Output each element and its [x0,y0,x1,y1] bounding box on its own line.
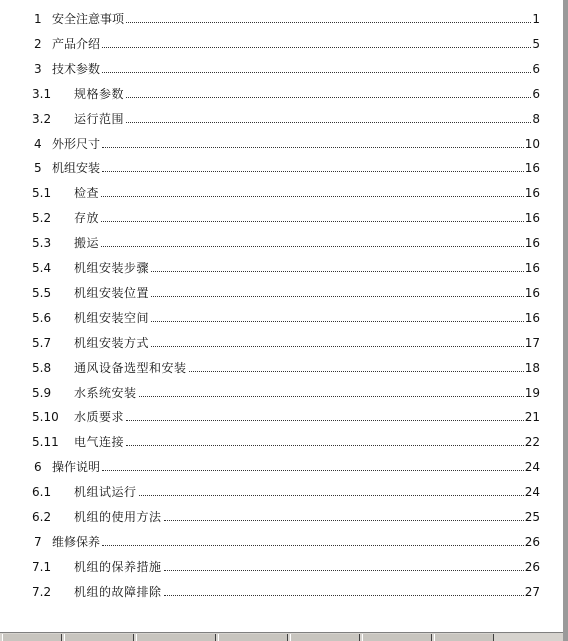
toc-dot-leader [126,22,531,23]
toc-entry-page: 6 [532,86,540,101]
toc-entry-title: 机组的保养措施 [74,559,162,574]
toc-entry-number: 3 [34,61,42,76]
toc-dot-leader [164,595,524,596]
taskbar [0,632,563,641]
taskbar-button[interactable] [218,634,288,641]
toc-entry-page: 19 [524,385,540,400]
toc-entry[interactable] [0,157,540,175]
toc-entry-title: 外形尺寸 [52,136,101,151]
toc-dot-leader [101,221,524,222]
toc-entry-number: 5.4 [32,261,52,275]
toc-entry-page: 22 [524,435,540,450]
window-frame-edge [563,0,568,641]
toc-entry-number: 5.7 [32,335,52,350]
toc-dot-leader [102,47,531,48]
toc-dot-leader [101,196,524,197]
toc-entry-title: 水系统安装 [74,385,137,400]
toc-entry-number: 5.9 [32,385,52,400]
toc-dot-leader [164,520,524,521]
toc-dot-leader [102,470,524,471]
toc-entry-page: 16 [524,310,540,325]
toc-entry-number: 4 [34,136,42,151]
toc-entry[interactable] [0,33,540,51]
toc-entry[interactable] [0,506,540,524]
toc-entry[interactable] [0,307,540,325]
toc-entry-title: 运行范围 [74,111,125,126]
toc-entry[interactable] [0,382,540,400]
toc-dot-leader [102,72,531,73]
toc-entry-number: 5.3 [32,236,52,251]
toc-entry[interactable] [0,406,540,424]
toc-entry-number: 6.1 [32,485,52,500]
toc-entry-page: 17 [524,335,540,350]
toc-entry-title: 规格参数 [74,86,125,101]
toc-entry[interactable] [0,456,540,474]
toc-dot-leader [101,246,524,247]
toc-entry-page: 25 [524,510,540,524]
toc-entry-page: 10 [524,136,540,151]
toc-entry[interactable] [0,357,540,375]
toc-entry-number: 7.1 [32,559,52,574]
toc-entry-title: 操作说明 [52,460,101,475]
toc-entry-page: 16 [524,186,540,201]
toc-entry-title: 检查 [74,186,100,201]
toc-entry-page: 16 [524,285,540,300]
taskbar-button[interactable] [2,634,62,641]
toc-entry-title: 通风设备选型和安装 [74,360,187,375]
toc-entry-title: 机组安装位置 [74,285,150,300]
toc-entry-title: 水质要求 [74,410,125,425]
toc-entry-number: 5.6 [32,310,52,325]
toc-entry[interactable] [0,531,540,549]
toc-entry-title: 技术参数 [52,61,101,76]
taskbar-button[interactable] [362,634,432,641]
toc-entry-page: 27 [524,584,540,599]
toc-entry[interactable] [0,257,540,275]
toc-entry-number: 5.11 [32,435,59,450]
toc-entry[interactable] [0,556,540,574]
toc-entry-number: 7.2 [32,584,52,599]
toc-entry[interactable] [0,108,540,126]
toc-entry[interactable] [0,133,540,151]
toc-entry-title: 机组安装 [52,161,101,176]
toc-entry-page: 21 [524,410,540,425]
toc-entry[interactable] [0,332,540,350]
toc-dot-leader [102,545,524,546]
toc-dot-leader [139,495,524,496]
taskbar-button[interactable] [136,634,216,641]
taskbar-button[interactable] [434,634,494,641]
toc-entry-page: 16 [524,161,540,176]
toc-entry-number: 2 [34,36,42,51]
toc-entry[interactable] [0,83,540,101]
toc-entry-number: 5.1 [32,186,52,201]
toc-dot-leader [151,346,524,347]
toc-entry-page: 6 [532,61,540,76]
toc-entry[interactable] [0,232,540,250]
toc-entry-number: 5.5 [32,285,52,300]
toc-dot-leader [151,296,524,297]
taskbar-button[interactable] [64,634,134,641]
toc-entry-page: 18 [524,360,540,375]
toc-entry-number: 5 [34,161,42,176]
toc-entry-title: 机组试运行 [74,485,137,500]
toc-entry-page: 16 [524,261,540,275]
toc-dot-leader [139,396,524,397]
toc-dot-leader [126,445,524,446]
toc-dot-leader [151,271,524,272]
toc-entry[interactable] [0,431,540,449]
toc-dot-leader [164,570,524,571]
toc-entry-page: 16 [524,236,540,251]
toc-entry-title: 产品介绍 [52,36,101,51]
toc-entry-page: 5 [532,36,540,51]
toc-entry-title: 搬运 [74,236,100,251]
toc-entry-page: 26 [524,559,540,574]
toc-dot-leader [126,122,531,123]
toc-entry-page: 24 [524,460,540,475]
toc-entry[interactable] [0,481,540,499]
toc-entry[interactable] [0,282,540,300]
taskbar-button[interactable] [290,634,360,641]
toc-entry-page: 8 [532,111,540,126]
toc-entry-number: 5.8 [32,360,52,375]
toc-entry-title: 安全注意事项 [52,12,125,26]
toc-dot-leader [126,97,531,98]
toc-entry-title: 机组安装方式 [74,335,150,350]
toc-entry-page: 16 [524,211,540,226]
toc-dot-leader [151,321,524,322]
toc-entry-number: 6.2 [32,510,52,524]
toc-entry-number: 5.2 [32,211,52,226]
toc-entry-number: 1 [34,12,42,26]
toc-dot-leader [102,147,524,148]
toc-entry-title: 存放 [74,211,100,226]
toc-entry-page: 1 [532,12,540,26]
toc-entry-title: 电气连接 [74,435,125,450]
toc-entry-title: 机组安装步骤 [74,261,150,275]
toc-entry-page: 26 [524,534,540,549]
toc-entry[interactable] [0,207,540,225]
toc-dot-leader [189,371,524,372]
toc-entry[interactable] [0,8,540,26]
toc-entry-title: 维修保养 [52,534,101,549]
toc-entry-number: 7 [34,534,42,549]
toc-entry-page: 24 [524,485,540,500]
toc-dot-leader [126,420,524,421]
toc-entry[interactable] [0,182,540,200]
toc-entry-number: 6 [34,460,42,475]
toc-entry-number: 3.2 [32,111,52,126]
toc-dot-leader [102,171,524,172]
toc-entry-number: 5.10 [32,410,59,425]
toc-entry[interactable] [0,58,540,76]
toc-entry[interactable] [0,581,540,599]
toc-entry-title: 机组的故障排除 [74,584,162,599]
toc-entry-number: 3.1 [32,86,52,101]
toc-entry-title: 机组安装空间 [74,310,150,325]
toc-entry-title: 机组的使用方法 [74,510,162,524]
